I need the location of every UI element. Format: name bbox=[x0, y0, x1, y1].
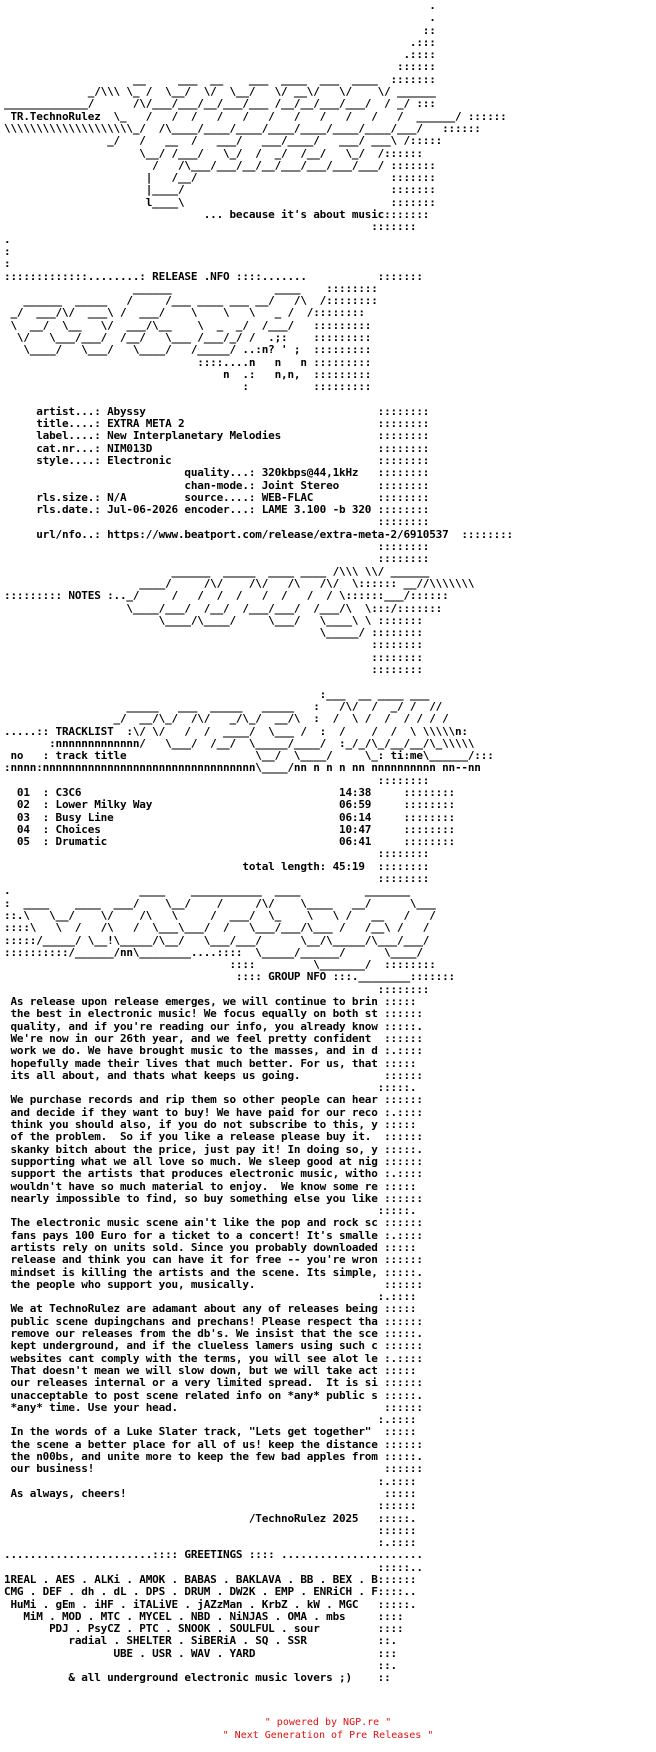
footer-tagline: " Next Generation of Pre Releases " bbox=[222, 1730, 434, 1741]
nfo-text: . . :: .::: .:::: :::::: __ ___ __ ___ ____ ___ ____ ::::::: _/\\\ \_ / \__/ \/ \__/ \/ __\/ \/ \/ ______ _____________/ /\/___/___/__/___/___ /__/__/___/___/ / _/ ::: TR.TechnoRulez \_ / / / / / / / / / / / ______/ :::::: \\\\\\\\\\\\\\\\\\\\_/ /\____/____/____/____/____/____/____/___/ :::::: _/ / __ / ___/ ___/____/ ___/ ___\ /::::: \__/ /___/ \_/ / _/ /__/ \_/ /:::::: / /\___/___/__/__/___/___/___/___/ ::::::: | /__/ ::::::: |____/ ::::::: l____\ ::::::: ... because it's about music::::::: ::::::: . : : :::::::::::::........: RELEASE .NFO ::::....... ::::::: ______ ____ :::::::: ______ _____ / /___ ____ ___ __/ /\ /:::::::: _/ ___/\/ ___\ / ___/ \ \ \ _ / /:::::::: \ __/ \__ \/ ___/\__ \ _ _/ /___/ ::::::::: \/ \___/___/ /__/ \___ /___/_/ / .;: ::::::::: \____/ \___/ \____/ /_____/ ..:n? ' ; ::::::::: ::::....n n n ::::::::: n .: n,n, ::::::::: : ::::::::: artist...: Abyssy :::::::: title....: EXTRA META 2 :::::::: label....: New Interplanetary Melodies :::::::: cat.nr...: NIM013D :::::::: style....: Electronic :::::::: quality...: 320kbps@44,1kHz :::::::: chan-mode.: Joint Stereo :::::::: rls.size.: N/A source....: WEB-FLAC :::::::: rls.date.: Jul-06-2026 encoder...: LAME 3.100 -b 320 :::::::: :::::::: url/nfo..: https://www.beatport.com/release/extra-meta-2/6910537 :::::::: :::::::: :::::::: ______ _____ ____ ____ /\\\ \\/ ______ ____/ /\/ /\/ /\ /\/ \:::::: __//\\\\\\\ ::::::::: NOTES :.._/ / / / / / / / / \::::::___/:::::: \____/___/ /__/ /___/___/ /___/\ \:::/::::::: \____/\____/ \___/ \____\ \ ::::::: \_____/ :::::::: :::::::: :::::::: :::::::: :___ __ ____ ___ _____ ___ _____ _____ : /\/ / _/ / // _/ __/\_/ /\/ _/\_/ __/\ : / \ / / / / / / .....:: TRACKLIST :\/ \/ / / ____/ \___ / : / / / \ \\\\\n: :nnnnnnnnnnnnn/ \___/ /__/ \_____/____/ :_/_/\_/__/__/\_\\\\\ no : track title \__/ \____/ \_: ti:me\______/::: :nnnn:nnnnnnnnnnnnnnnnnnnnnnnnnnnnnnnnn\____/nn n n n nn nnnnnnnnnn nn--nn :::::::: 01 : C3C6 14:38 :::::::: 02 : Lower Milky Way 06:59 :::::::: 03 : Busy Line 06:14 :::::::: 04 : Choices 10:47 :::::::: 05 : Drumatic 06:41 :::::::: :::::::: total length: 45:19 :::::::: :::::::: . ____ ___________ ____ _______ : ____ ____ ___/ \__/ / /\/ \____ __/ \___ ::.\ \__/ \/ /\ \ / ___/ \_ \ \ / __ / / ::::\ \ / /\ / \___\___/ / \___/___/\___ / /__\ / / :::::/_____/ \__!\_____/\__/ \___/___/ \__/\_____/\___/___/ ::::::::::/______/nn\________....:::: \_____/______/ \____/ :::: \_______/ :::::::: :::: GROUP NFO :::.________::::::: :::::::: As release upon release emerges, we will continue to brin ::::: the best in electronic music! We focus equally on both st :::::: quality, and if you're reading our info, you already know :::::. We're now in our 26th year, and we feel pretty confident :::::: work we do. We have brought music to the masses, and in d :.:::: hopefully made their lives that much better. For us, that ::::: its all about, and thats what keeps us going. :::::: :::::. We purchase records and rip them so other people can hear :::::: and decide if they want to buy! We have paid for our reco :.:::: think you should also, if you do not subscribe to this, y ::::: of the problem. So if you like a release please buy it. :::::: skanky bitch about the price, just pay it! In doing so, y :::::. supporting what we all love so much. We sleep good at nig :::::: support the artists that produces electronic music, witho :.:::: wouldn't have so much material to enjoy. We know some re ::::: nearly impossible to find, so buy something else you like :::::: :::::. The electronic music scene ain't like the pop and rock sc :::::: fans pays 100 Euro for a ticket to a concert! It's smalle :.:::: artists rely on units sold. Since you probably downloaded ::::: release and think you can have it for free -- you're wron :::::: mindset is killing the artists and the scene. Its simple, :::::. the people who support you, musically. :::::: :.:::: We at TechnoRulez are adamant about any of releases being ::::: public scene dupingchans and prechans! Please respect tha :::::: remove our releases from the db's. We insist that the sce :::::. kept underground, and if the clueless lamers using such c :::::: websites cant comply with the terms, you will see alot le :.:::: That doesn't mean we will slow down, but we will take act ::::: our releases internal or a very limited spread. It is si :::::: unacceptable to post scene related info on *any* public s :::::. *any* time. Use your head. :::::: :.:::: In the words of a Luke Slater track, "Lets get together" ::::: the scene a better place for all of us! keep the distance :::::: the n00bs, and unite more to keep the few bad apples from :::::. our business! :::::: :.:::: As always, cheers! ::::: :::::: /TechnoRulez 2025 :::::. :::::: :.:::: .......................:::: GREETINGS :::: ...................... :::::.. 1REAL . AES . ALKi . AMOK . BABAS . BAKLAVA . BB . BEX . B:::::: CMG . DEF . dh . dL . DPS . DRUM . DW2K . EMP . ENRiCH . F::::.. HuMi . gEm . iHF . iTALiVE . jAZzMan . KrbZ . kW . MGC :::::. MiM . MOD . MTC . MYCEL . NBD . NiNJAS . OMA . mbs :::: PDJ . PsyCZ . PTC . SNOOK . SOULFUL . sour :::: radial . SHELTER . SiBERiA . SQ . SSR ::. UBE . USR . WAV . YARD ::: ::. & all underground electronic music lovers ;) :: bbox=[4, 0, 513, 1684]
ngp-link[interactable]: NGP.re bbox=[343, 1717, 380, 1728]
powered-by-line: " powered by NGP.re " bbox=[264, 1717, 392, 1728]
powered-by-footer bbox=[0, 1716, 656, 1742]
